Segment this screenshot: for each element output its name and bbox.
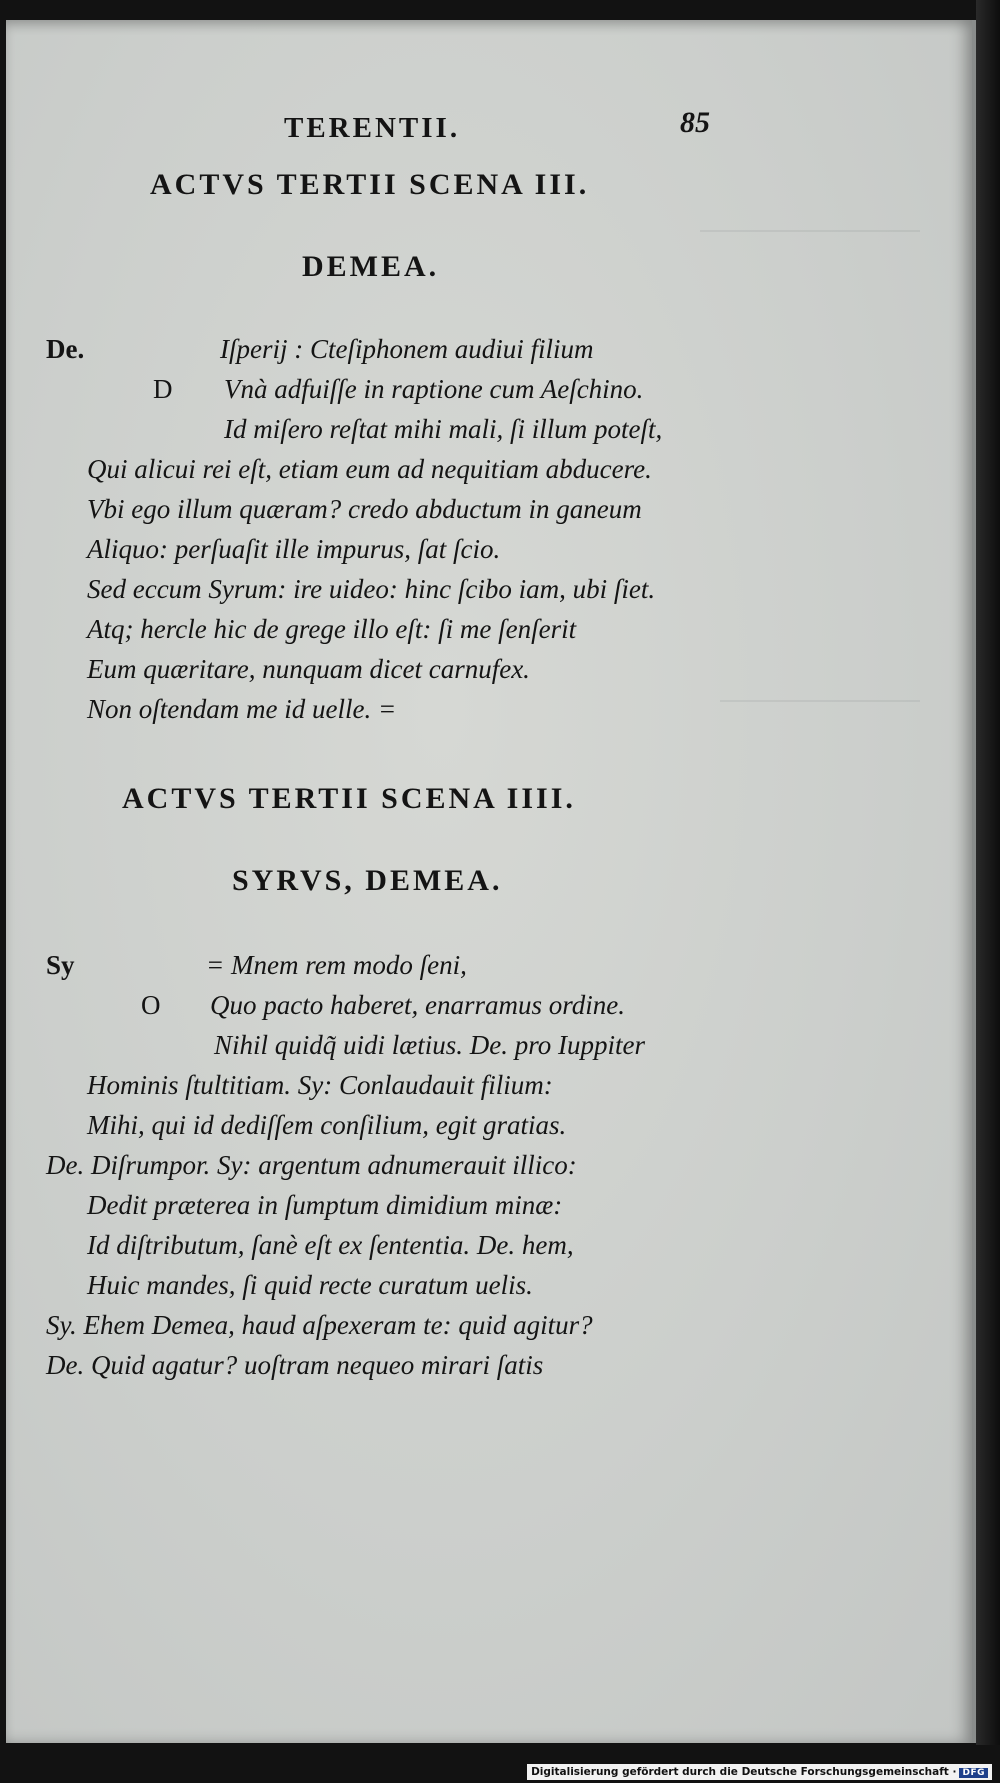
book-gutter-edge — [976, 0, 1000, 1760]
credit-text: Digitalisierung gefördert durch die Deutsche Forschungsgemeinschaft · — [531, 1766, 957, 1778]
speaker-label: Sy — [46, 950, 75, 980]
bleed-through-shadow — [720, 640, 920, 702]
verse-line: Aliquo: perſuaſit ille impurus, ſat ſcio. — [87, 534, 501, 564]
speaker-label: De. — [46, 334, 85, 364]
dramatis-personae: DEMEA. — [302, 250, 440, 283]
verse-line: Eum quæritare, nunquam dicet carnufex. — [87, 654, 530, 684]
verse-line: Dedit præterea in ſumptum dimidium minæ: — [87, 1190, 563, 1220]
verse-line: Iſperij : Cteſiphonem audiui filium — [220, 334, 594, 364]
scene-heading: ACTVS TERTII SCENA IIII. — [122, 782, 576, 815]
digitization-credit — [527, 1764, 992, 1780]
dfg-logo: DFG — [959, 1768, 988, 1778]
verse-line: Quo pacto haberet, enarramus ordine. — [210, 990, 625, 1020]
verse-line: Huic mandes, ſi quid recte curatum uelis. — [87, 1270, 533, 1300]
footer-bar — [0, 1745, 1000, 1783]
scene-heading: ACTVS TERTII SCENA III. — [150, 168, 590, 201]
verse-line: = Mnem rem modo ſeni, — [206, 950, 467, 980]
verse-line: Non oſtendam me id uelle. = — [87, 694, 397, 724]
verse-line: Qui alicui rei eſt, etiam eum ad nequitiam abducere. — [87, 454, 652, 484]
verse-line: Vbi ego illum quæram? credo abductum in ganeum — [87, 494, 642, 524]
drop-initial: O — [141, 990, 161, 1020]
dramatis-personae: SYRVS, DEMEA. — [232, 864, 503, 897]
verse-line: Id diſtributum, ſanè eſt ex ſententia. De. hem, — [87, 1230, 574, 1260]
verse-line: De. Diſrumpor. Sy: argentum adnumerauit illico: — [46, 1150, 577, 1180]
verse-line: Mihi, qui id dediſſem conſilium, egit gratias. — [87, 1110, 567, 1140]
verse-line: Hominis ſtultitiam. Sy: Conlaudauit filium: — [87, 1070, 553, 1100]
verse-line: Sy. Ehem Demea, haud aſpexeram te: quid agitur? — [46, 1310, 593, 1340]
verse-line: De. Quid agatur? uoſtram nequeo mirari ſatis — [46, 1350, 544, 1380]
verse-line: Id miſero reſtat mihi mali, ſi illum poteſt, — [224, 414, 663, 444]
bleed-through-shadow — [700, 190, 920, 232]
drop-initial: D — [153, 374, 173, 404]
verse-line: Atq; hercle hic de grege illo eſt: ſi me ſenſerit — [87, 614, 577, 644]
page-number: 85 — [680, 106, 710, 139]
verse-line: Sed eccum Syrum: ire uideo: hinc ſcibo iam, ubi ſiet. — [87, 574, 656, 604]
verse-line: Vnà adfuiſſe in raptione cum Aeſchino. — [224, 374, 644, 404]
running-head: TERENTII. — [284, 112, 461, 144]
verse-line: Nihil quidq̃ uidi lætius. De. pro Iuppiter — [214, 1030, 646, 1060]
